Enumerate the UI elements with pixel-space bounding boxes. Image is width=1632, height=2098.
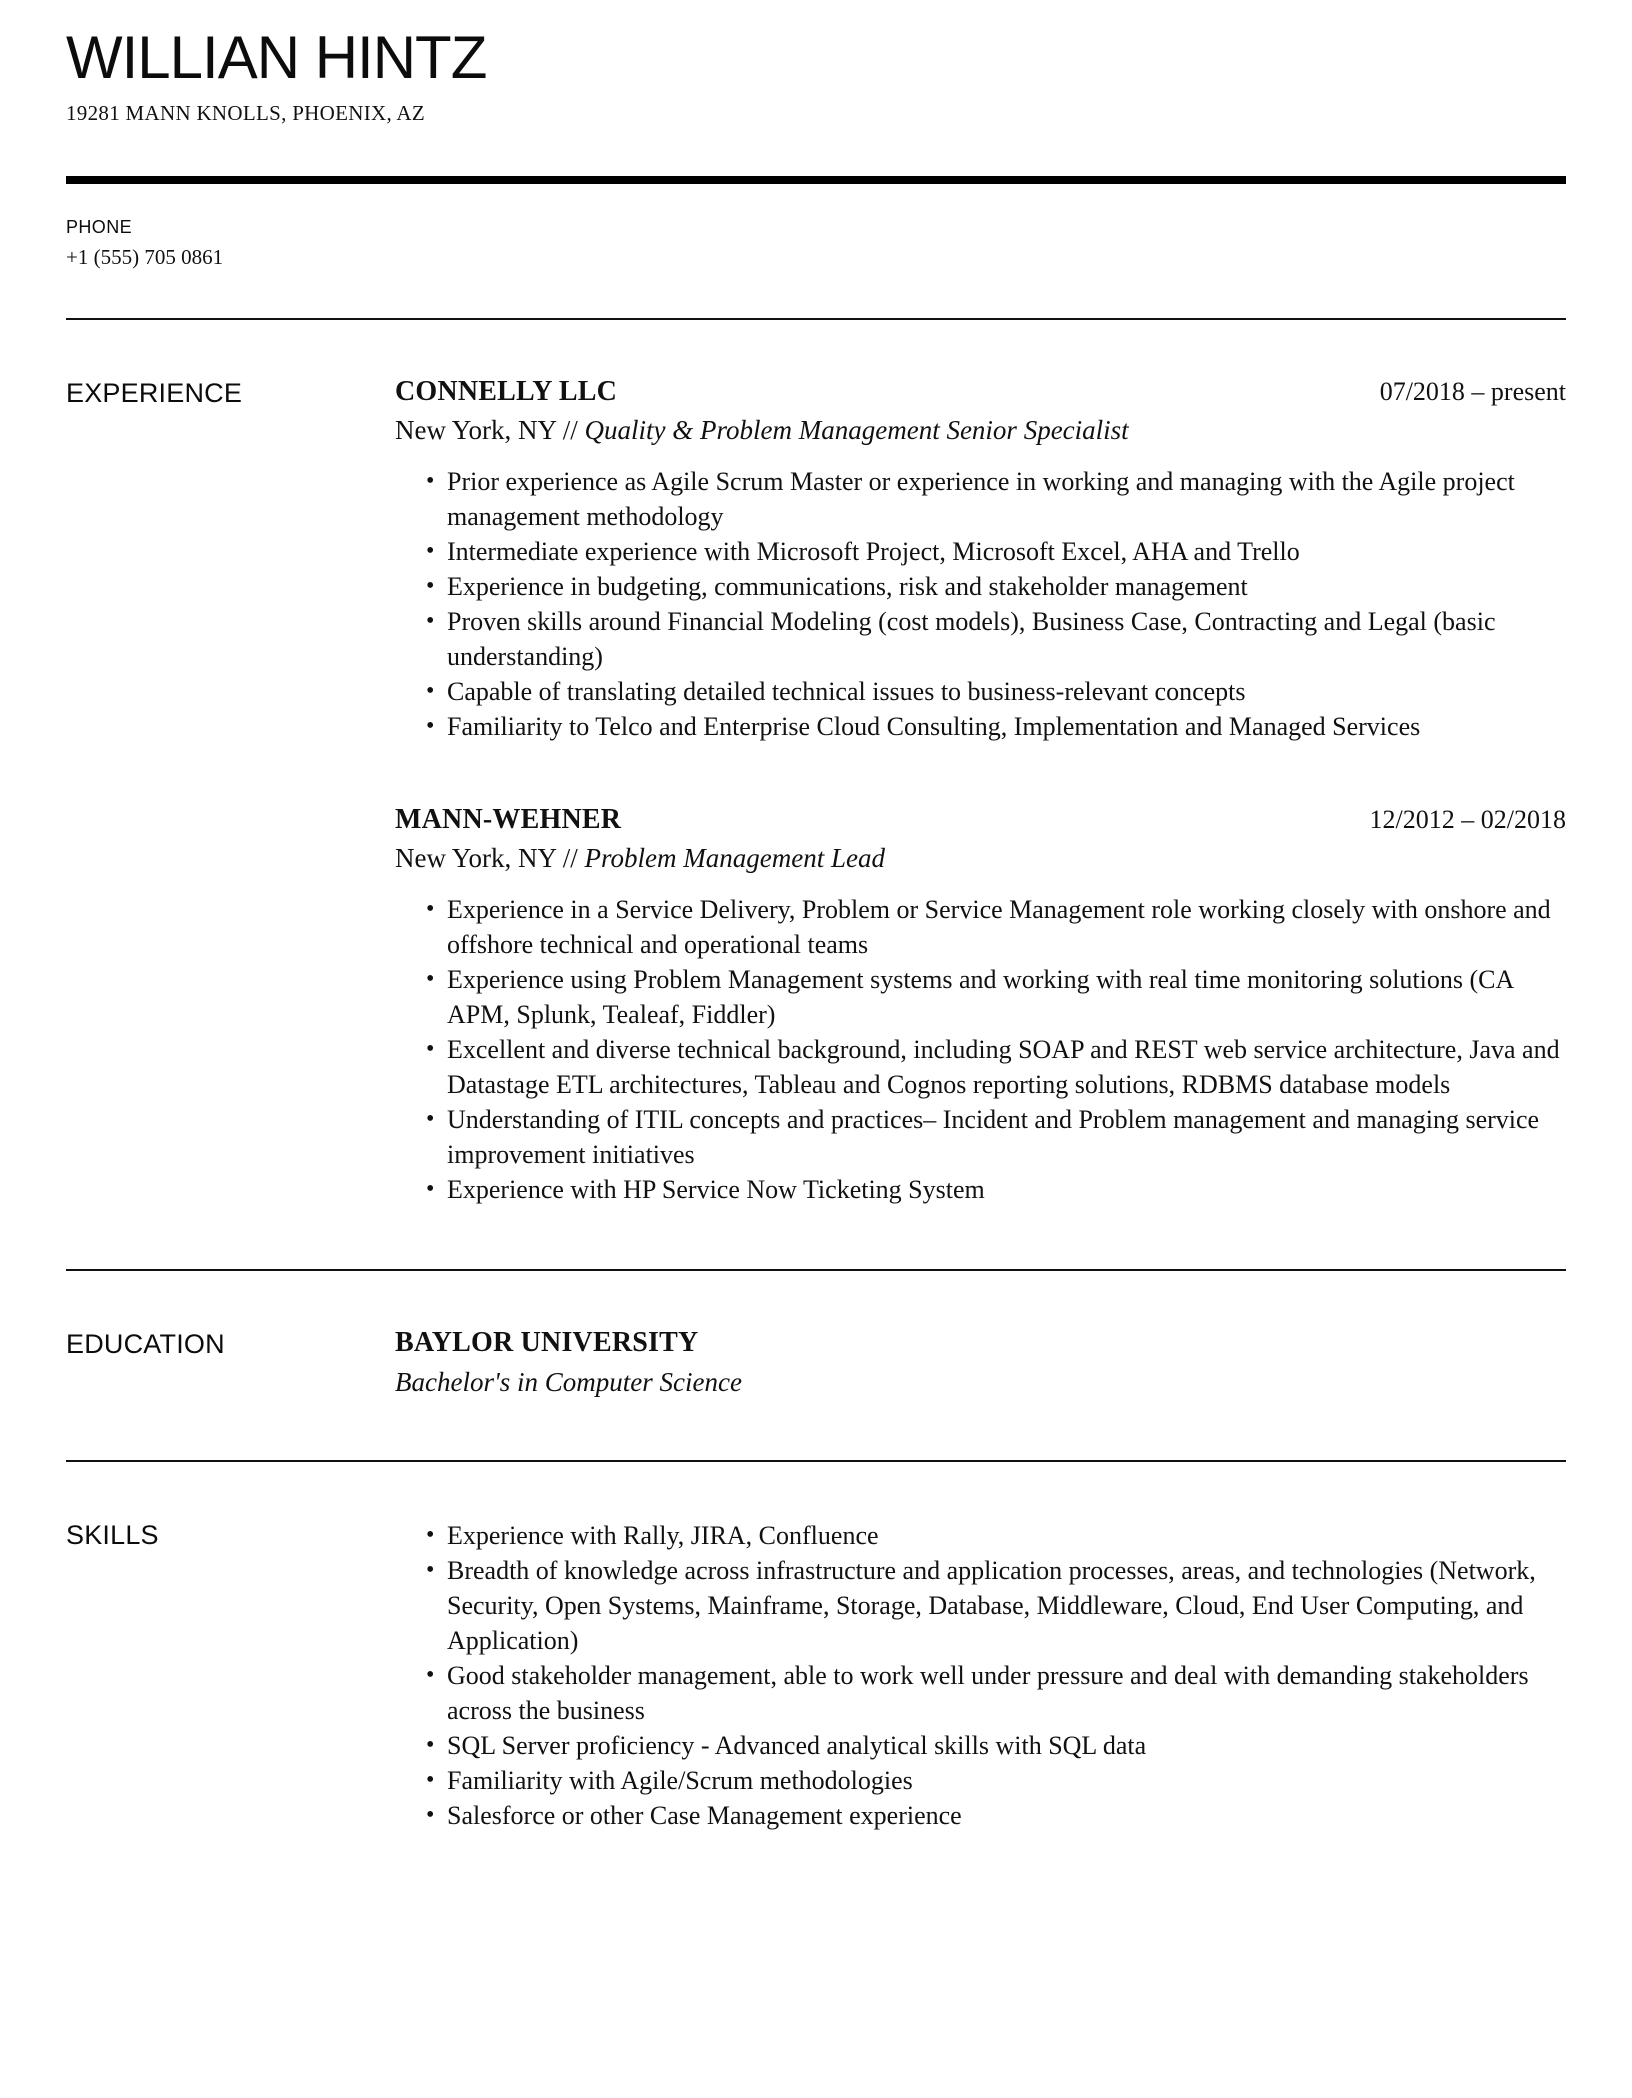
company-name: CONNELLY LLC xyxy=(395,376,618,407)
experience-content xyxy=(395,376,1566,1207)
bullet-item: • Experience in a Service Delivery, Problem or Service Management role working closely with onshore and offshore technical and operational teams xyxy=(395,892,1566,962)
section-label-education: EDUCATION xyxy=(66,1329,225,1359)
job-head xyxy=(395,804,1566,836)
job-subtitle xyxy=(395,413,1566,447)
skills-bullet-list xyxy=(395,1518,1566,1833)
job-dates: 12/2012 – 02/2018 xyxy=(1369,805,1566,834)
phone-label: PHONE xyxy=(66,217,133,237)
section-divider xyxy=(66,1460,1566,1462)
section-divider xyxy=(66,318,1566,320)
phone-value: +1 (555) 705 0861 xyxy=(66,245,224,269)
job-subtitle xyxy=(395,841,1566,875)
header-divider xyxy=(66,176,1566,184)
bullet-item: • Proven skills around Financial Modeling (cost models), Business Case, Contracting and Legal (basic understanding) xyxy=(395,604,1566,674)
job-location: New York, NY // xyxy=(395,415,578,445)
person-address: 19281 MANN KNOLLS, PHOENIX, AZ xyxy=(66,101,425,125)
bullet-item: • Prior experience as Agile Scrum Master or experience in working and managing with the Agile project management methodology xyxy=(395,464,1566,534)
bullet-item: • Good stakeholder management, able to work well under pressure and deal with demanding stakeholders across the business xyxy=(395,1658,1566,1728)
education-section xyxy=(66,1327,1566,1398)
job-bullet-list xyxy=(395,892,1566,1207)
job-title: Quality & Problem Management Senior Specialist xyxy=(584,415,1129,445)
bullet-item: • Familiarity with Agile/Scrum methodologies xyxy=(395,1763,1566,1798)
job-title: Problem Management Lead xyxy=(584,843,885,873)
school-name: BAYLOR UNIVERSITY xyxy=(395,1327,699,1358)
person-name: WILLIAN HINTZ xyxy=(66,24,487,91)
section-label-experience: EXPERIENCE xyxy=(66,378,243,408)
bullet-item: • Understanding of ITIL concepts and practices– Incident and Problem management and managing service improvement initiatives xyxy=(395,1102,1566,1172)
bullet-item: • Capable of translating detailed technical issues to business-relevant concepts xyxy=(395,674,1566,709)
bullet-item: • Experience using Problem Management systems and working with real time monitoring solutions (CA APM, Splunk, Tealeaf, Fiddler) xyxy=(395,962,1566,1032)
degree: Bachelor's in Computer Science xyxy=(395,1367,742,1397)
bullet-item: • Familiarity to Telco and Enterprise Cloud Consulting, Implementation and Managed Services xyxy=(395,709,1566,744)
bullet-item: • Excellent and diverse technical background, including SOAP and REST web service architecture, Java and Datastage ETL architectures, Tableau and Cognos reporting solutions, RDBMS database models xyxy=(395,1032,1566,1102)
experience-section xyxy=(66,376,1566,1207)
bullet-item: • Intermediate experience with Microsoft Project, Microsoft Excel, AHA and Trello xyxy=(395,534,1566,569)
section-divider xyxy=(66,1269,1566,1271)
job-head xyxy=(395,376,1566,408)
skills-content xyxy=(395,1518,1566,1833)
skills-section xyxy=(66,1518,1566,1833)
bullet-item: • Breadth of knowledge across infrastructure and application processes, areas, and technologies (Network, Security, Open Systems, Mainframe, Storage, Database, Middleware, Cloud, End User Computing, and Application) xyxy=(395,1553,1566,1658)
bullet-item: • Experience in budgeting, communications, risk and stakeholder management xyxy=(395,569,1566,604)
education-content xyxy=(395,1327,1566,1398)
contact-block xyxy=(66,217,1566,270)
company-name: MANN-WEHNER xyxy=(395,804,622,835)
job-entry-connelly xyxy=(395,376,1566,744)
bullet-item: • SQL Server proficiency - Advanced analytical skills with SQL data xyxy=(395,1728,1566,1763)
job-location: New York, NY // xyxy=(395,843,578,873)
bullet-item: • Experience with Rally, JIRA, Confluence xyxy=(395,1518,1566,1553)
job-entry-mann-wehner xyxy=(395,804,1566,1207)
job-dates: 07/2018 – present xyxy=(1379,377,1566,406)
bullet-item: • Experience with HP Service Now Ticketing System xyxy=(395,1172,1566,1207)
job-bullet-list xyxy=(395,464,1566,744)
bullet-item: • Salesforce or other Case Management experience xyxy=(395,1798,1566,1833)
section-label-skills: SKILLS xyxy=(66,1520,159,1550)
